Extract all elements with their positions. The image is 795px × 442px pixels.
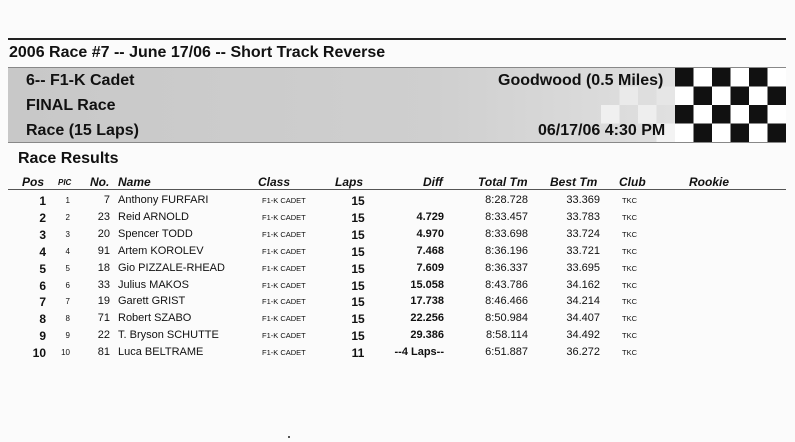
pic-cell: 4: [65, 246, 70, 256]
pic-cell: 9: [65, 331, 70, 341]
kart-number-cell: 22: [97, 329, 110, 342]
club-cell: TKC: [622, 280, 637, 290]
diff-cell: 4.729: [416, 210, 444, 223]
diff-cell: 7.609: [416, 261, 444, 274]
best-time-cell: 33.783: [566, 210, 600, 223]
best-time-cell: 33.369: [566, 194, 600, 206]
total-time-cell: 6:51.887: [485, 346, 528, 359]
col-pic: PIC: [58, 178, 72, 187]
diff-cell: 4.970: [416, 227, 444, 240]
position-cell: 3: [39, 227, 46, 242]
club-cell: TKC: [622, 314, 637, 324]
diff-cell: 22.256: [410, 312, 444, 325]
table-row: [0, 327, 795, 344]
col-pos: Pos: [22, 175, 45, 189]
club-cell: TKC: [622, 229, 637, 239]
table-row: [0, 226, 795, 243]
table-row: [0, 293, 795, 310]
kart-number-cell: 91: [97, 244, 110, 257]
driver-name-cell: Garett GRIST: [118, 295, 186, 308]
pic-cell: 8: [65, 314, 70, 324]
laps-cell: 15: [351, 261, 365, 276]
pic-cell: 2: [65, 212, 70, 222]
top-rule: [8, 38, 786, 40]
diff-cell: 7.468: [416, 244, 444, 257]
col-laps: Laps: [335, 175, 364, 189]
class-cell: F1-K CADET: [262, 331, 306, 341]
class-cell: F1-K CADET: [262, 263, 306, 273]
class-cell: F1-K CADET: [262, 348, 306, 358]
diff-cell: 17.738: [410, 295, 444, 308]
club-cell: TKC: [622, 263, 637, 273]
col-name: Name: [118, 175, 151, 189]
pic-cell: 3: [65, 229, 70, 239]
class-cell: F1-K CADET: [262, 246, 306, 256]
best-time-cell: 33.721: [566, 244, 600, 257]
class-line: 6-- F1-K Cadet: [26, 72, 135, 89]
position-cell: 10: [32, 346, 46, 361]
table-row: [0, 260, 795, 277]
kart-number-cell: 33: [97, 278, 110, 291]
driver-name-cell: Spencer TODD: [118, 227, 193, 240]
table-row: [0, 243, 795, 260]
laps-cell: 15: [351, 295, 365, 310]
driver-name-cell: Reid ARNOLD: [118, 210, 189, 223]
club-cell: TKC: [622, 297, 637, 307]
kart-number-cell: 18: [97, 261, 110, 274]
laps-cell: 15: [351, 227, 365, 242]
kart-number-cell: 19: [97, 295, 110, 308]
race-banner: [8, 67, 786, 143]
club-cell: TKC: [622, 246, 637, 256]
diff-cell: --4 Laps--: [394, 346, 444, 359]
race-description: Race (15 Laps): [26, 122, 139, 139]
best-time-cell: 34.214: [566, 295, 600, 308]
laps-cell: 15: [351, 244, 365, 259]
race-date-time: 06/17/06 4:30 PM: [538, 122, 666, 139]
col-rookie: Rookie: [689, 175, 730, 189]
total-time-cell: 8:36.196: [485, 244, 528, 257]
kart-number-cell: 23: [97, 210, 110, 223]
col-best: Best Tm: [550, 175, 598, 189]
session-name: FINAL Race: [26, 97, 116, 114]
best-time-cell: 33.724: [566, 227, 600, 240]
diff-cell: 29.386: [410, 329, 444, 342]
total-time-cell: 8:36.337: [485, 261, 528, 274]
position-cell: 2: [39, 210, 46, 225]
track-name: Goodwood (0.5 Miles): [498, 72, 664, 89]
laps-cell: 15: [351, 312, 365, 327]
speck: [288, 436, 290, 438]
club-cell: TKC: [622, 196, 637, 205]
pic-cell: 5: [65, 263, 70, 273]
table-row: [0, 310, 795, 327]
laps-cell: 11: [351, 346, 365, 361]
position-cell: 1: [39, 194, 46, 208]
col-club: Club: [619, 175, 646, 189]
driver-name-cell: Robert SZABO: [118, 312, 192, 325]
class-cell: F1-K CADET: [262, 314, 306, 324]
kart-number-cell: 20: [97, 227, 110, 240]
position-cell: 9: [39, 329, 46, 344]
position-cell: 8: [39, 312, 46, 327]
driver-name-cell: Julius MAKOS: [118, 278, 189, 291]
pic-cell: 7: [65, 297, 70, 307]
laps-cell: 15: [351, 278, 365, 293]
club-cell: TKC: [622, 331, 637, 341]
total-time-cell: 8:33.457: [485, 210, 528, 223]
col-class: Class: [258, 175, 291, 189]
laps-cell: 15: [351, 329, 365, 344]
total-time-cell: 8:28.728: [485, 194, 528, 206]
table-row: [0, 344, 795, 361]
col-no: No.: [90, 175, 110, 189]
driver-name-cell: Anthony FURFARI: [118, 194, 209, 206]
total-time-cell: 8:58.114: [485, 329, 528, 342]
total-time-cell: 8:50.984: [485, 312, 528, 325]
kart-number-cell: 71: [97, 312, 110, 325]
pic-cell: 1: [65, 196, 70, 205]
table-row: [0, 277, 795, 294]
total-time-cell: 8:46.466: [485, 295, 528, 308]
kart-number-cell: 81: [97, 346, 110, 359]
laps-cell: 15: [351, 194, 365, 208]
class-cell: F1-K CADET: [262, 229, 306, 239]
page-title: 2006 Race #7 -- June 17/06 -- Short Track Reverse: [9, 44, 386, 61]
position-cell: 6: [39, 278, 46, 293]
total-time-cell: 8:43.786: [485, 278, 528, 291]
total-time-cell: 8:33.698: [485, 227, 528, 240]
position-cell: 7: [39, 295, 46, 310]
table-row: [0, 209, 795, 226]
best-time-cell: 34.492: [566, 329, 600, 342]
diff-cell: 15.058: [410, 278, 444, 291]
driver-name-cell: Artem KOROLEV: [118, 244, 204, 257]
best-time-cell: 34.162: [566, 278, 600, 291]
driver-name-cell: T. Bryson SCHUTTE: [118, 329, 219, 342]
club-cell: TKC: [622, 212, 637, 222]
driver-name-cell: Gio PIZZALE-RHEAD: [118, 261, 225, 274]
class-cell: F1-K CADET: [262, 297, 306, 307]
results-title: Race Results: [18, 150, 119, 167]
driver-name-cell: Luca BELTRAME: [118, 346, 204, 359]
col-total: Total Tm: [478, 175, 528, 189]
best-time-cell: 36.272: [566, 346, 600, 359]
pic-cell: 10: [61, 348, 70, 358]
kart-number-cell: 7: [103, 194, 110, 206]
header-rule: [8, 189, 786, 190]
position-cell: 5: [39, 261, 46, 276]
pic-cell: 6: [65, 280, 70, 290]
table-row: [0, 192, 795, 209]
position-cell: 4: [39, 244, 46, 259]
best-time-cell: 34.407: [566, 312, 600, 325]
class-cell: F1-K CADET: [262, 212, 306, 222]
club-cell: TKC: [622, 348, 637, 358]
col-diff: Diff: [423, 175, 443, 189]
class-cell: F1-K CADET: [262, 196, 306, 205]
class-cell: F1-K CADET: [262, 280, 306, 290]
laps-cell: 15: [351, 210, 365, 225]
best-time-cell: 33.695: [566, 261, 600, 274]
